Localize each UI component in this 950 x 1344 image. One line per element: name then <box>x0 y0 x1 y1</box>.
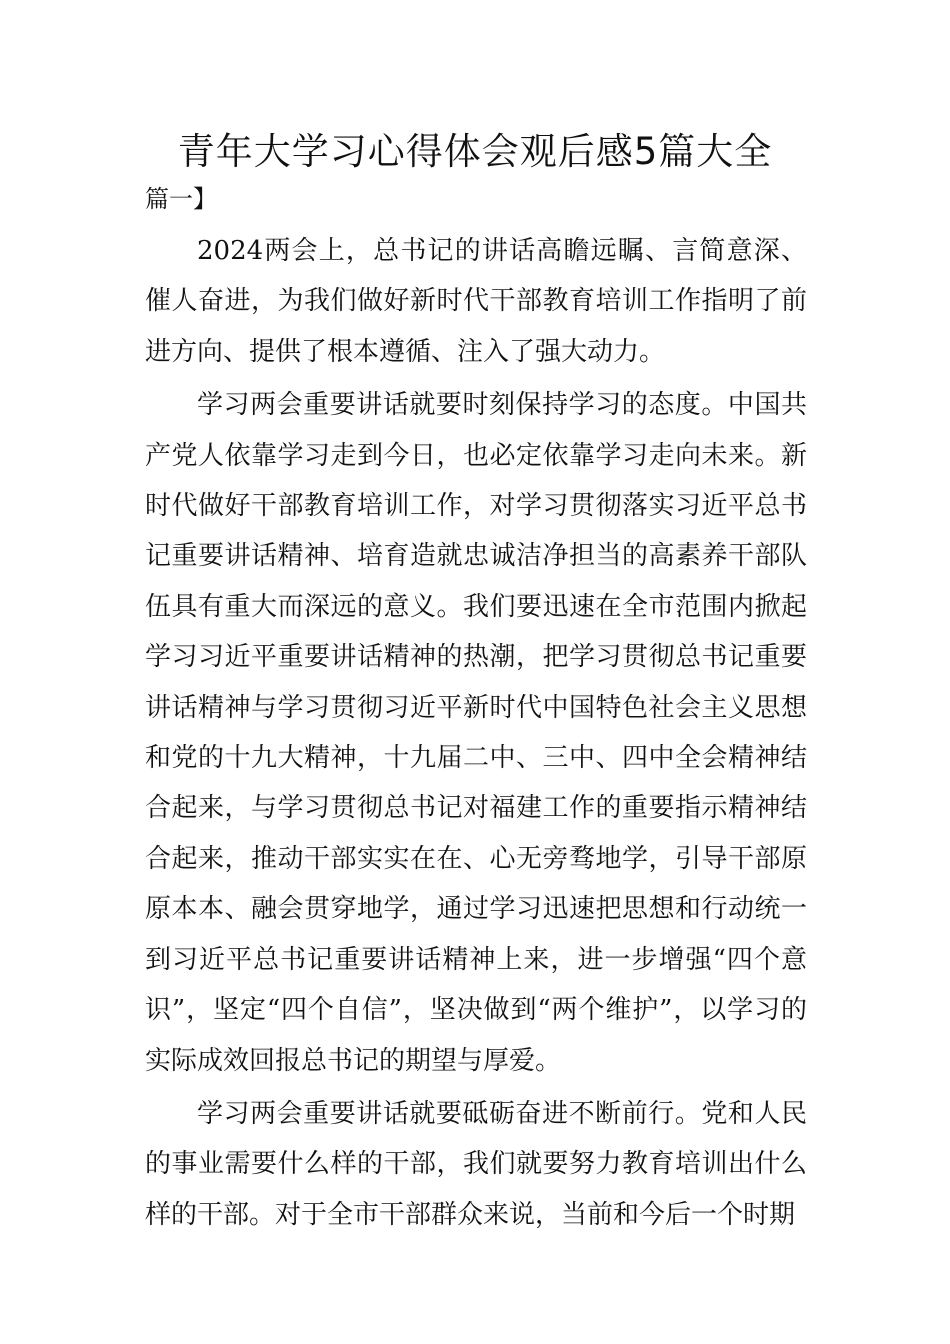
document-title: 青年大学习心得体会观后感5篇大全 <box>177 130 773 173</box>
paragraph-3: 学习两会重要讲话就要砥砺奋进不断前行。党和人民的事业需要什么样的干部，我们就要努力教育培训出什么样的干部。对于全市干部群众来说，当前和今后一个时期 <box>145 1098 807 1230</box>
paragraph-1: 2024两会上，总书记的讲话高瞻远瞩、言简意深、催人奋进，为我们做好新时代干部教育培训工作指明了前进方向、提供了根本遵循、注入了强大动力。 <box>145 236 807 367</box>
document-body <box>145 226 807 1243</box>
paragraph-2: 学习两会重要讲话就要时刻保持学习的态度。中国共产党人依靠学习走到今日，也必定依靠学习走向未来。新时代做好干部教育培训工作，对学习贯彻落实习近平总书记重要讲话精神、培育造就忠诚洁净担当的高素养干部队伍具有重大而深远的意义。我们要迅速在全市范围内掀起学习习近平重要讲话精神的热潮，把学习贯彻总书记重要讲话精神与学习贯彻习近平新时代中国特色社会主义思想和党的十九大精神，十九届二中、三中、四中全会精神结合起来，与学习贯彻总书记对福建工作的重要指示精神结合起来，推动干部实实在在、心无旁骛地学，引导干部原原本本、融会贯穿地学，通过学习迅速把思想和行动统一到习近平总书记重要讲话精神上来，进一步增强“四个意识”，坚定“四个自信”，坚决做到“两个维护”，以学习的实际成效回报总书记的期望与厚爱。 <box>145 390 807 1076</box>
section-label: 篇一】 <box>145 185 217 213</box>
